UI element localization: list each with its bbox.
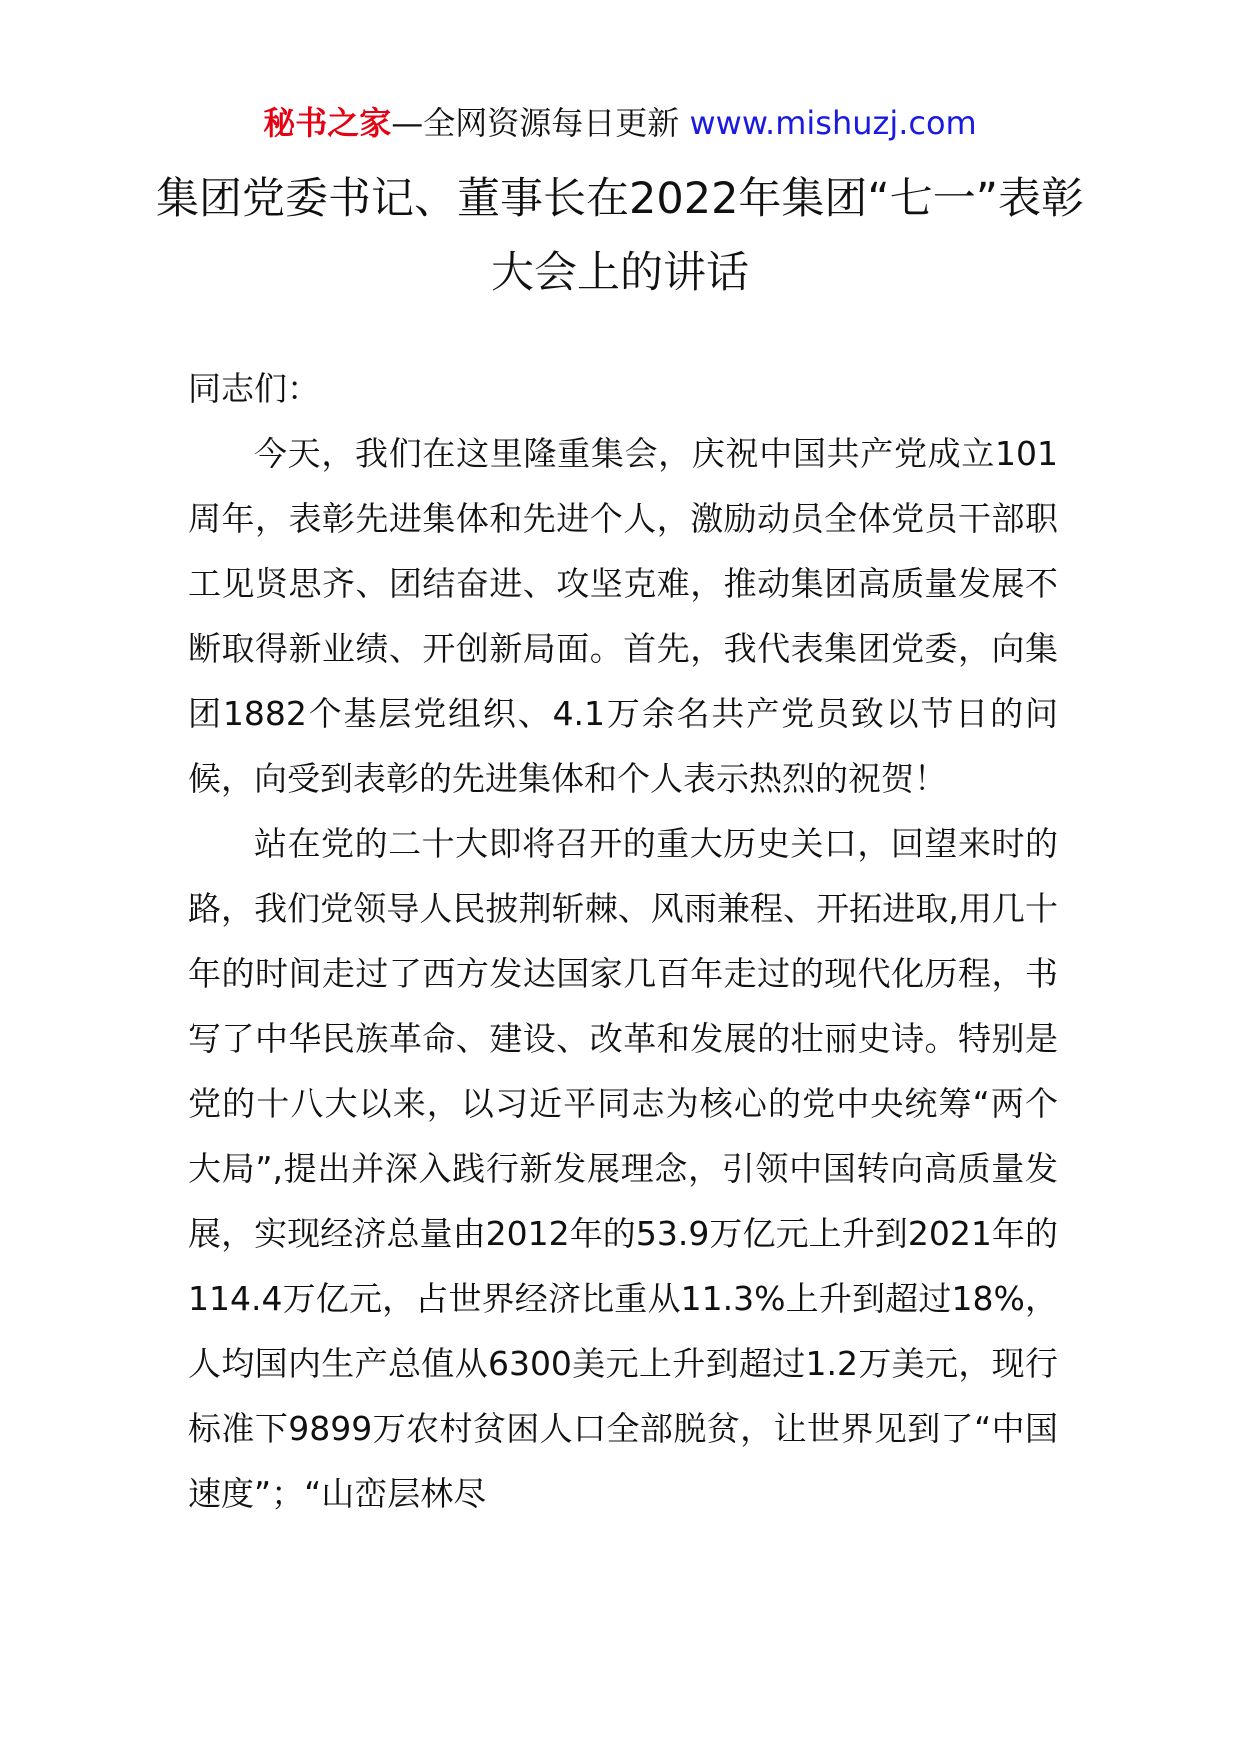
header-slogan: —全网资源每日更新	[391, 104, 690, 142]
document-title: 集团党委书记、董事长在2022年集团“七一”表彰大会上的讲话	[156, 174, 1084, 298]
body-paragraph-1: 今天，我们在这里隆重集会，庆祝中国共产党成立101周年，表彰先进集体和先进个人，激励动员全体党员干部职工见贤思齐、团结奋进、攻坚克难，推动集团高质量发展不断取得新业绩、开创新局面。首先，我代表集团党委，向集团1882个基层党组织、4.1万余名共产党员致以节日的问候，向受到表彰的先进集体和个人表示热烈的祝贺！	[188, 434, 1058, 798]
site-url-link[interactable]: www.mishuzj.com	[689, 104, 977, 142]
body-paragraph-2: 站在党的二十大即将召开的重大历史关口，回望来时的路，我们党领导人民披荆斩棘、风雨兼程、开拓进取,用几十年的时间走过了西方发达国家几百年走过的现代化历程，书写了中华民族革命、建设、改革和发展的壮丽史诗。特别是党的十八大以来，以习近平同志为核心的党中央统筹“两个大局”,提出并深入践行新发展理念，引领中国转向高质量发展，实现经济总量由2012年的53.9万亿元上升到2021年的114.4万亿元，占世界经济比重从11.3%上升到超过18%，人均国内生产总值从6300美元上升到超过1.2万美元，现行标准下9899万农村贫困人口全部脱贫，让世界见到了“中国速度”；“山峦层林尽	[188, 824, 1058, 1513]
document-body	[188, 356, 1058, 1526]
salutation: 同志们：	[188, 369, 320, 408]
site-header-banner	[0, 98, 1240, 148]
brand-name: 秘书之家	[263, 104, 392, 142]
